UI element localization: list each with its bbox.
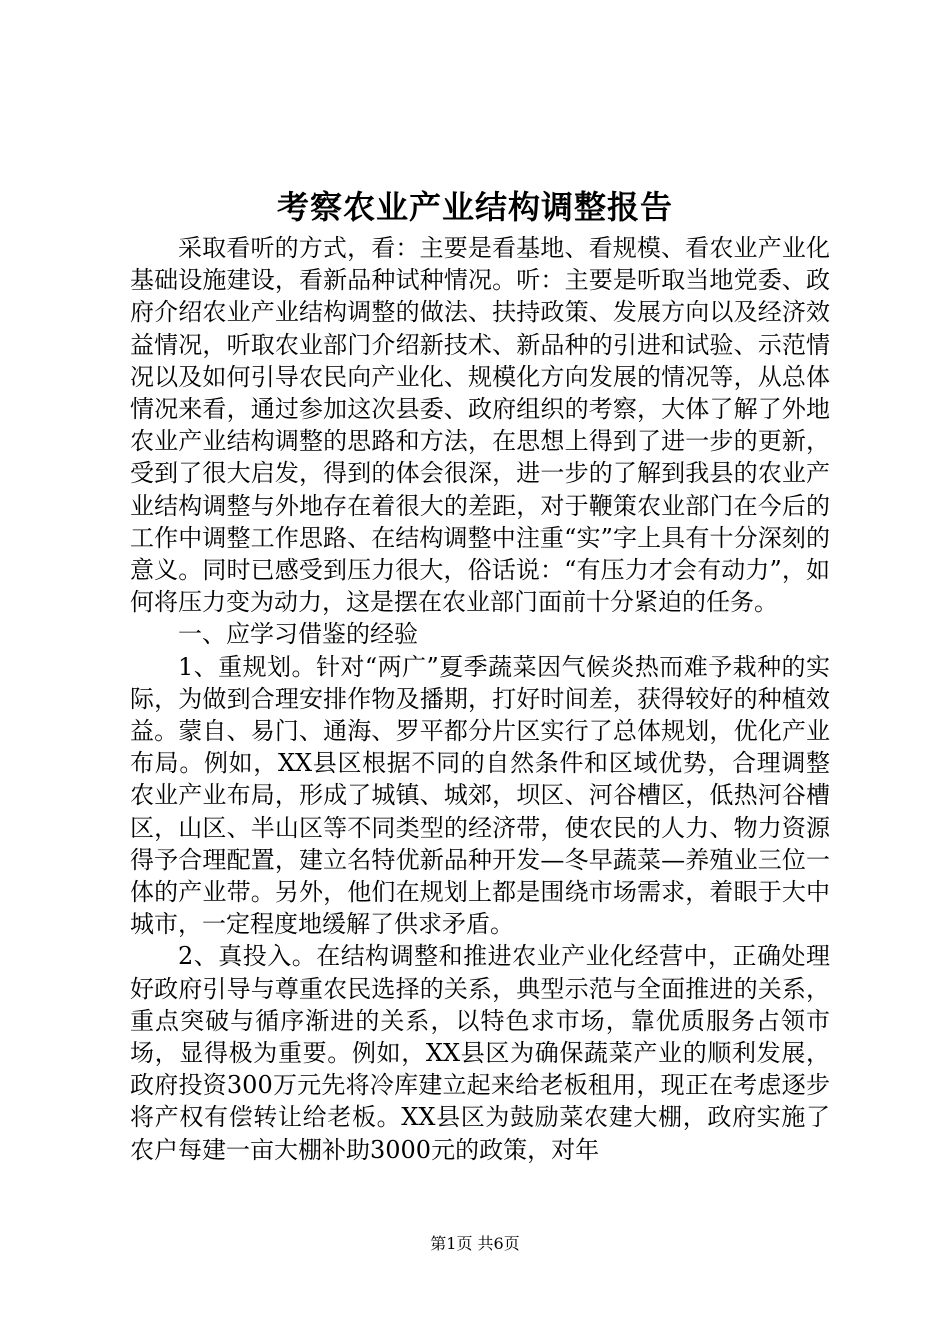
paragraph-intro: 采取看听的方式，看：主要是看基地、看规模、看农业产业化基础设施建设，看新品种试种情况。听：主要是听取当地党委、政府介绍农业产业结构调整的做法、扶持政策、发展方向以及经济效益情况，听取农业部门介绍新技术、新品种的引进和试验、示范情况以及如何引导农民向产业化、规模化方向发展的情况等，从总体情况来看，通过参加这次县委、政府组织的考察，大体了解了外地农业产业结构调整的思路和方法，在思想上得到了进一步的更新，受到了很大启发，得到的体会很深，进一步的了解到我县的农业产业结构调整与外地存在着很大的差距，对于鞭策农业部门在今后的工作中调整工作思路、在结构调整中注重“实”字上具有十分深刻的意义。同时已感受到压力很大，俗话说：“有压力才会有动力”，如何将压力变为动力，这是摆在农业部门面前十分紧迫的任务。 [130, 234, 830, 617]
paragraph-planning: 1、重规划。针对“两广”夏季蔬菜因气候炎热而难予栽种的实际，为做到合理安排作物及播期，打好时间差，获得较好的种植效益。蒙自、易门、通海、罗平都分片区实行了总体规划，优化产业布局。例如，XX县区根据不同的自然条件和区域优势，合理调整农业产业布局，形成了城镇、城郊，坝区、河谷槽区，低热河谷槽区，山区、半山区等不同类型的经济带，使农民的人力、物力资源得予合理配置，建立名特优新品种开发—冬早蔬菜—养殖业三位一体的产业带。另外，他们在规划上都是围绕市场需求，着眼于大中城市，一定程度地缓解了供求矛盾。 [130, 652, 830, 939]
document-title: 考察农业产业结构调整报告 [276, 188, 673, 226]
paragraph-investment: 2、真投入。在结构调整和推进农业产业化经营中，正确处理好政府引导与尊重农民选择的关系，典型示范与全面推进的关系，重点突破与循序渐进的关系，以特色求市场，靠优质服务占领市场，显得极为重要。例如，XX县区为确保蔬菜产业的顺利发展，政府投资300万元先将冷库建立起来给老板租用，现正在考虑逐步将产权有偿转让给老板。XX县区为鼓励菜农建大棚，政府实施了农户每建一亩大棚补助3000元的政策，对年 [130, 942, 830, 1164]
section-heading: 一、应学习借鉴的经验 [178, 620, 418, 649]
page-number-footer: 第1页 共6页 [430, 1234, 520, 1253]
document-body [130, 232, 830, 1166]
